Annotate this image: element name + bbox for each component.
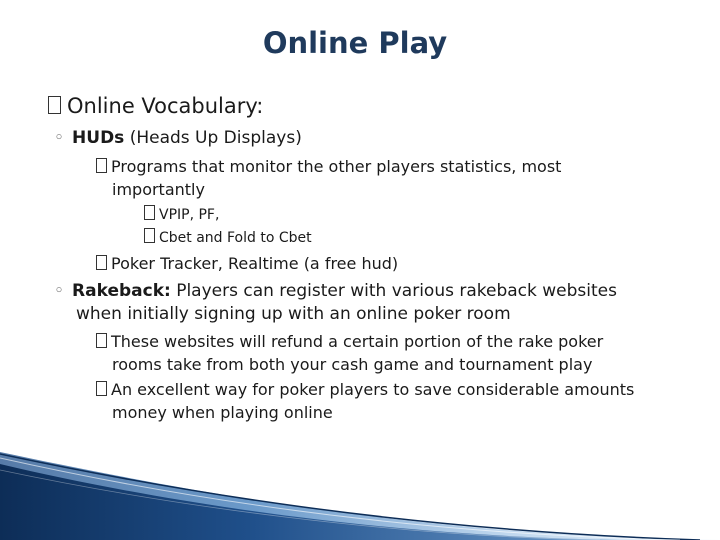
bullet-box-icon: [96, 333, 107, 348]
bullet-box-icon: [96, 255, 107, 270]
bullet-box-icon: [144, 205, 155, 220]
hud-item: [54, 128, 302, 148]
heading-text: Online Vocabulary:: [67, 94, 264, 118]
hud-sub-item-cbet: Cbet and Fold to Cbet: [144, 228, 312, 246]
rakeback-point1-line2: rooms take from both your cash game and tournament play: [112, 355, 593, 374]
hud-sub-item-vpip: VPIP, PF,: [144, 205, 219, 223]
bullet-box-icon: [48, 96, 61, 114]
slide-title: Online Play: [262, 26, 448, 60]
hud-expansion: (Heads Up Displays): [124, 128, 302, 148]
rakeback-item: [54, 281, 617, 301]
hud-term: HUDs: [72, 128, 125, 148]
rakeback-desc-line2: when initially signing up with an online poker room: [76, 304, 511, 324]
bullet-box-icon: [96, 158, 107, 173]
circle-bullet-icon: ◦: [54, 128, 65, 148]
heading-online-vocabulary: [48, 94, 263, 118]
decorative-wave: [0, 440, 720, 540]
bullet-box-icon: [96, 381, 107, 396]
rakeback-point1-line1: These websites will refund a certain portion of the rake poker: [96, 332, 603, 351]
rakeback-desc-line1: Players can register with various rakeback websites: [170, 281, 617, 301]
hud-tools: Poker Tracker, Realtime (a free hud): [96, 254, 398, 273]
bullet-box-icon: [144, 228, 155, 243]
hud-desc-line2: importantly: [112, 180, 205, 199]
hud-desc-line1: Programs that monitor the other players statistics, most: [96, 157, 561, 176]
rakeback-point2-line2: money when playing online: [112, 403, 333, 422]
rakeback-term: Rakeback:: [72, 281, 171, 301]
rakeback-point2-line1: An excellent way for poker players to save considerable amounts: [96, 380, 634, 399]
circle-bullet-icon: ◦: [54, 281, 65, 301]
